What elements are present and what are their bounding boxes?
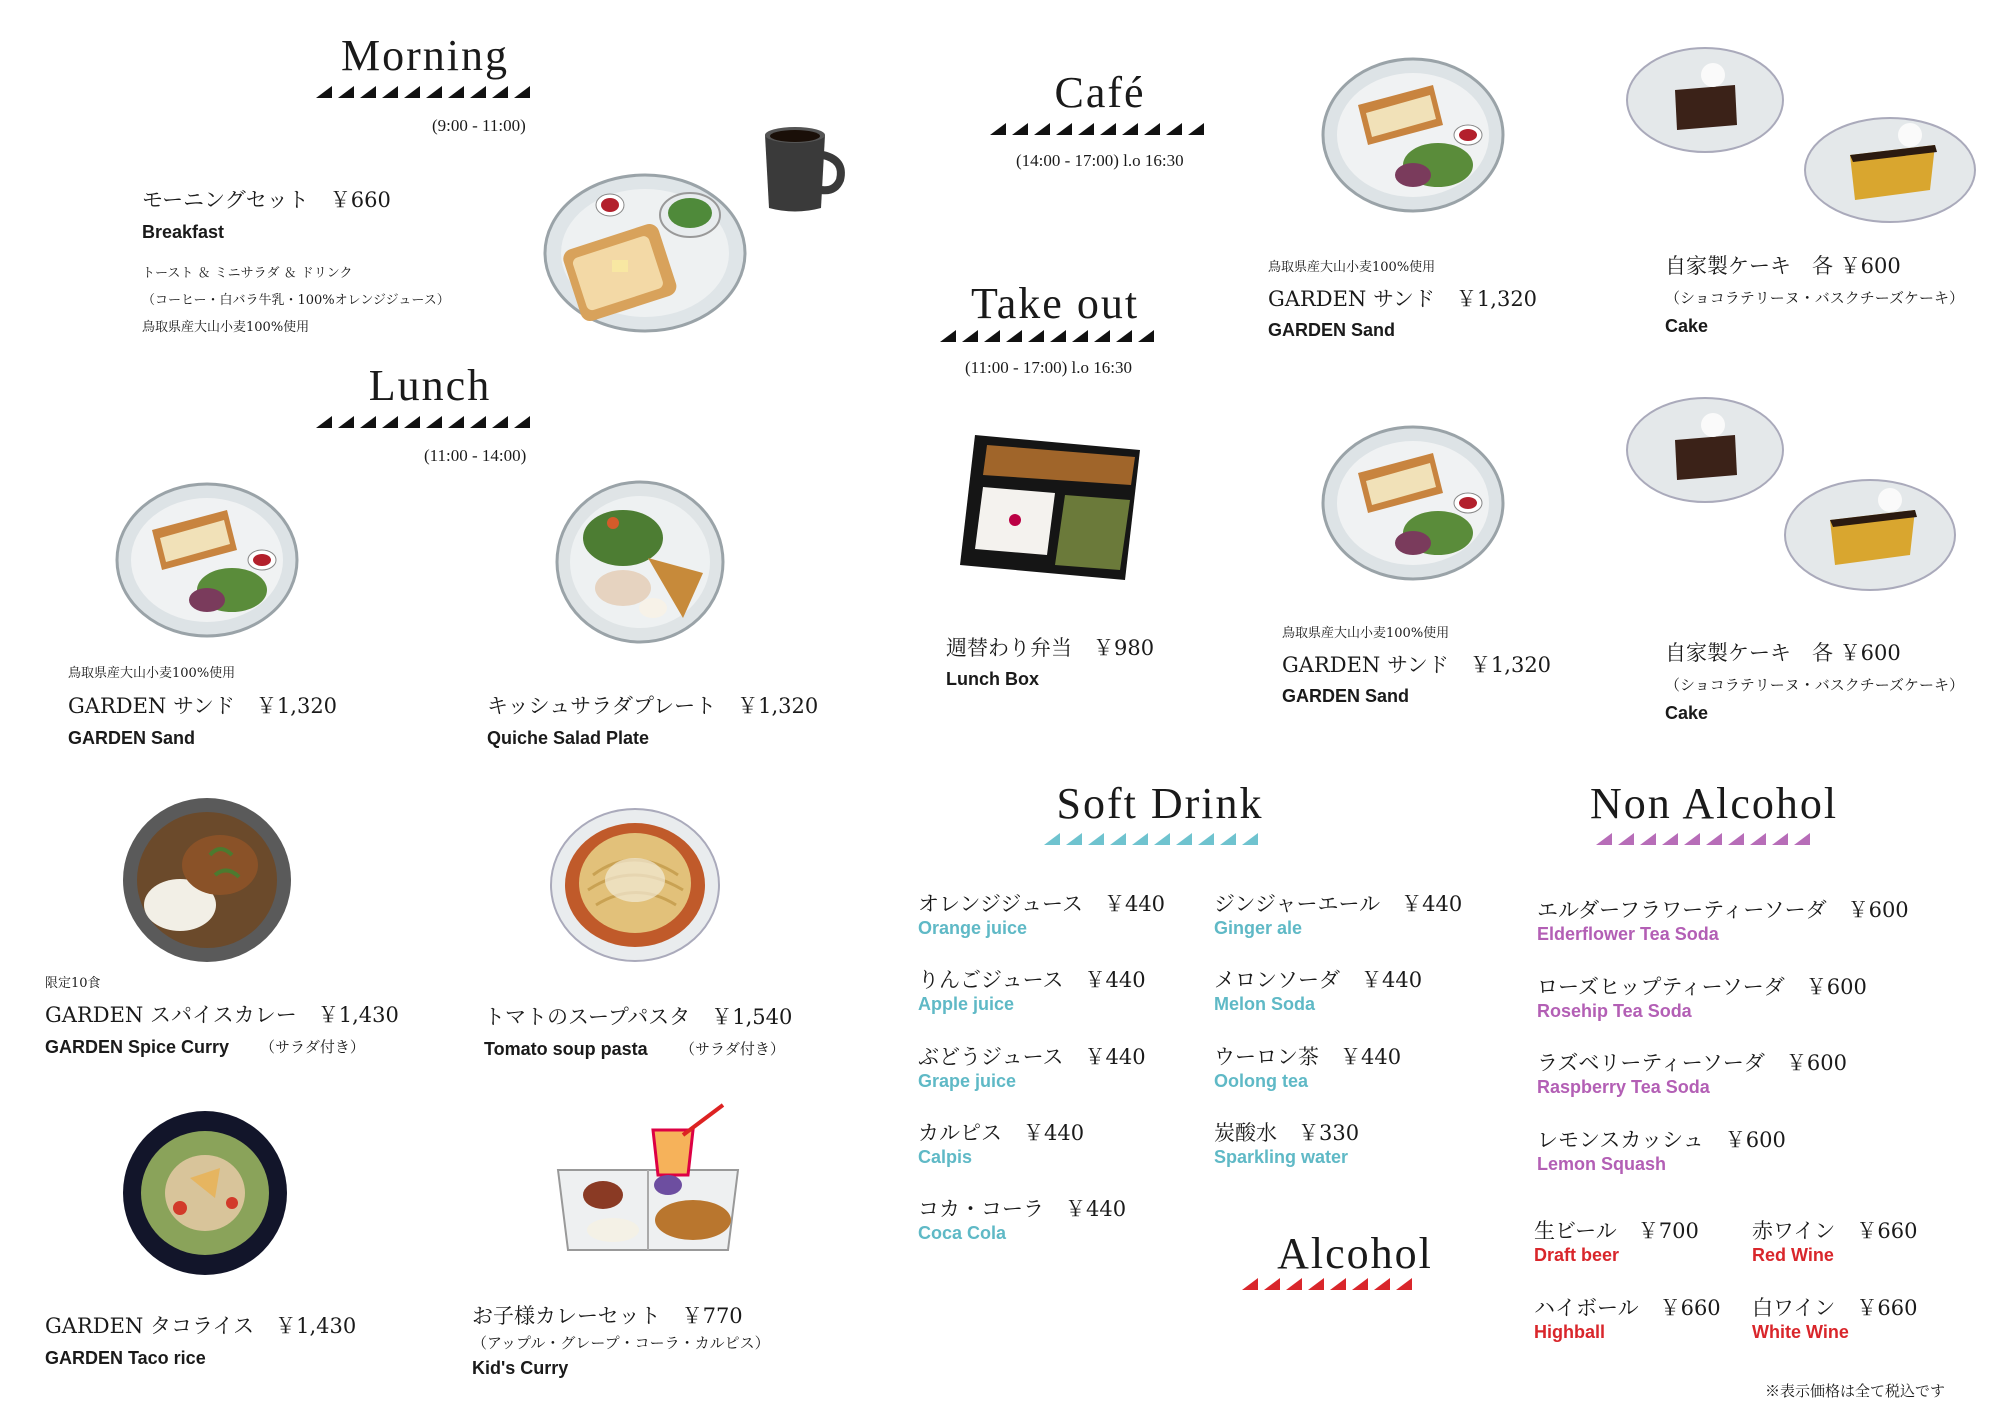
- takeout-cake-image: [1625, 395, 1985, 600]
- drink-lemon-squash-english: Lemon Squash: [1537, 1154, 1667, 1174]
- cafe-cake-name: 自家製ケーキ 各 ￥600: [1665, 254, 1901, 278]
- drink-draft-beer: 生ビール ￥700: [1534, 1219, 1699, 1243]
- morning-hours: (9:00 - 11:00): [432, 116, 526, 135]
- drink-coca-cola-english: Coca Cola: [918, 1223, 1007, 1243]
- tomato-pasta-name: トマトのスープパスタ ￥1,540: [484, 1005, 793, 1029]
- garden-sand-image: [112, 480, 302, 640]
- quiche-name: キッシュサラダプレート ￥1,320: [487, 694, 819, 718]
- lunch-box-image: [955, 425, 1145, 585]
- drink-highball: ハイボール ￥660: [1534, 1296, 1721, 1320]
- curry-limited-note: 限定10食: [45, 976, 101, 991]
- triangle-divider: [316, 86, 530, 98]
- takeout-sand-note: 鳥取県産大山小麦100%使用: [1282, 626, 1450, 641]
- drink-raspberry: ラズベリーティーソーダ ￥600: [1537, 1051, 1847, 1075]
- takeout-cake-english: Cake: [1665, 703, 1709, 723]
- morning-set-name: モーニングセット ￥660: [142, 188, 391, 212]
- drink-white-wine: 白ワイン ￥660: [1752, 1296, 1918, 1320]
- cafe-cake-desc: （ショコラテリーヌ・バスクチーズケーキ）: [1665, 289, 1964, 307]
- cafe-cake-english: Cake: [1665, 316, 1709, 336]
- morning-set-drinks: （コーヒー・白バラ牛乳・100%オレンジジュース）: [142, 293, 450, 308]
- lunch-box-english: Lunch Box: [946, 669, 1039, 689]
- section-title-nonalcohol: Non Alcohol: [1590, 779, 1839, 828]
- section-title-takeout: Take out: [970, 279, 1140, 328]
- coffee-cup-image: [755, 120, 850, 215]
- takeout-sand-name: GARDEN サンド ￥1,320: [1282, 653, 1552, 677]
- lunch-sand-name: GARDEN サンド ￥1,320: [68, 694, 338, 718]
- drink-melon-soda: メロンソーダ ￥440: [1214, 968, 1423, 992]
- drink-elderflower-english: Elderflower Tea Soda: [1537, 924, 1719, 944]
- taco-rice-name: GARDEN タコライス ￥1,430: [45, 1314, 357, 1338]
- drink-oolong-tea: ウーロン茶 ￥440: [1214, 1045, 1402, 1069]
- drink-sparkling-water-english: Sparkling water: [1214, 1147, 1349, 1167]
- kids-curry-english: Kid's Curry: [472, 1358, 569, 1378]
- takeout-cake-name: 自家製ケーキ 各 ￥600: [1665, 641, 1901, 665]
- drink-lemon-squash: レモンスカッシュ ￥600: [1537, 1128, 1786, 1152]
- triangle-divider: [990, 123, 1204, 135]
- drink-calpis: カルピス ￥440: [918, 1121, 1085, 1145]
- drink-melon-soda-english: Melon Soda: [1214, 994, 1316, 1014]
- tomato-pasta-extra: （サラダ付き）: [680, 1040, 785, 1058]
- cafe-sand-english: GARDEN Sand: [1268, 320, 1396, 340]
- spice-curry-extra: （サラダ付き）: [260, 1038, 365, 1056]
- spice-curry-english: GARDEN Spice Curry: [45, 1037, 230, 1057]
- kids-curry-desc: （アップル・グレープ・コーラ・カルピス）: [472, 1334, 770, 1352]
- takeout-sand-image: [1318, 423, 1508, 583]
- takeout-sand-english: GARDEN Sand: [1282, 686, 1410, 706]
- drink-rosehip-english: Rosehip Tea Soda: [1537, 1001, 1692, 1021]
- breakfast-plate-image: [540, 165, 750, 335]
- lunch-sand-note: 鳥取県産大山小麦100%使用: [68, 666, 236, 681]
- triangle-divider-cyan: [1044, 833, 1258, 845]
- cafe-sand-image: [1318, 55, 1508, 215]
- section-title-morning: Morning: [341, 31, 509, 80]
- drink-elderflower: エルダーフラワーティーソーダ ￥600: [1537, 898, 1909, 922]
- drink-red-wine-english: Red Wine: [1752, 1245, 1834, 1265]
- drink-ginger-ale-english: Ginger ale: [1214, 918, 1303, 938]
- cafe-sand-note: 鳥取県産大山小麦100%使用: [1268, 260, 1436, 275]
- spice-curry-image: [120, 795, 295, 965]
- drink-red-wine: 赤ワイン ￥660: [1752, 1219, 1918, 1243]
- section-title-lunch: Lunch: [368, 361, 492, 410]
- lunch-hours: (11:00 - 14:00): [424, 446, 527, 465]
- drink-apple-juice-english: Apple juice: [918, 994, 1015, 1014]
- drink-orange-juice-english: Orange juice: [918, 918, 1028, 938]
- drink-grape-juice-english: Grape juice: [918, 1071, 1017, 1091]
- drink-rosehip: ローズヒップティーソーダ ￥600: [1537, 975, 1867, 999]
- drink-sparkling-water: 炭酸水 ￥330: [1214, 1121, 1360, 1145]
- takeout-hours: (11:00 - 17:00) l.o 16:30: [965, 358, 1132, 377]
- triangle-divider-red: [1242, 1278, 1412, 1290]
- drink-oolong-tea-english: Oolong tea: [1214, 1071, 1308, 1091]
- drink-highball-english: Highball: [1534, 1322, 1605, 1342]
- section-title-cafe: Café: [1054, 68, 1146, 117]
- drink-coca-cola: コカ・コーラ ￥440: [918, 1197, 1127, 1221]
- tomato-pasta-english: Tomato soup pasta: [484, 1039, 648, 1059]
- lunch-sand-english: GARDEN Sand: [68, 728, 196, 748]
- cafe-sand-name: GARDEN サンド ￥1,320: [1268, 287, 1538, 311]
- section-title-softdrink: Soft Drink: [1056, 779, 1264, 828]
- takeout-cake-desc: （ショコラテリーヌ・バスクチーズケーキ）: [1665, 676, 1964, 694]
- triangle-divider-purple: [1596, 833, 1810, 845]
- morning-set-note: 鳥取県産大山小麦100%使用: [142, 320, 310, 335]
- kids-curry-name: お子様カレーセット ￥770: [472, 1304, 743, 1328]
- drink-draft-beer-english: Draft beer: [1534, 1245, 1620, 1265]
- section-title-alcohol: Alcohol: [1277, 1229, 1433, 1278]
- kids-curry-image: [553, 1100, 743, 1260]
- triangle-divider: [316, 416, 530, 428]
- taco-rice-english: GARDEN Taco rice: [45, 1348, 206, 1368]
- drink-calpis-english: Calpis: [918, 1147, 973, 1167]
- tomato-pasta-image: [548, 805, 723, 965]
- drink-white-wine-english: White Wine: [1752, 1322, 1849, 1342]
- drink-orange-juice: オレンジジュース ￥440: [918, 892, 1166, 916]
- cafe-hours: (14:00 - 17:00) l.o 16:30: [1016, 151, 1184, 170]
- drink-grape-juice: ぶどうジュース ￥440: [918, 1045, 1146, 1069]
- lunch-box-name: 週替わり弁当 ￥980: [946, 636, 1155, 660]
- drink-apple-juice: りんごジュース ￥440: [918, 968, 1146, 992]
- taco-rice-image: [120, 1108, 290, 1278]
- triangle-divider: [940, 330, 1154, 342]
- cafe-cake-image: [1625, 40, 1985, 225]
- drink-raspberry-english: Raspberry Tea Soda: [1537, 1077, 1710, 1097]
- drink-ginger-ale: ジンジャーエール ￥440: [1214, 892, 1463, 916]
- morning-set-english: Breakfast: [142, 222, 225, 242]
- quiche-english: Quiche Salad Plate: [487, 728, 650, 748]
- spice-curry-name: GARDEN スパイスカレー ￥1,430: [45, 1003, 399, 1027]
- quiche-plate-image: [553, 478, 728, 646]
- morning-set-desc: トースト ＆ ミニサラダ ＆ ドリンク: [142, 266, 353, 281]
- tax-included-note: ※表示価格は全て税込です: [1765, 1382, 1946, 1400]
